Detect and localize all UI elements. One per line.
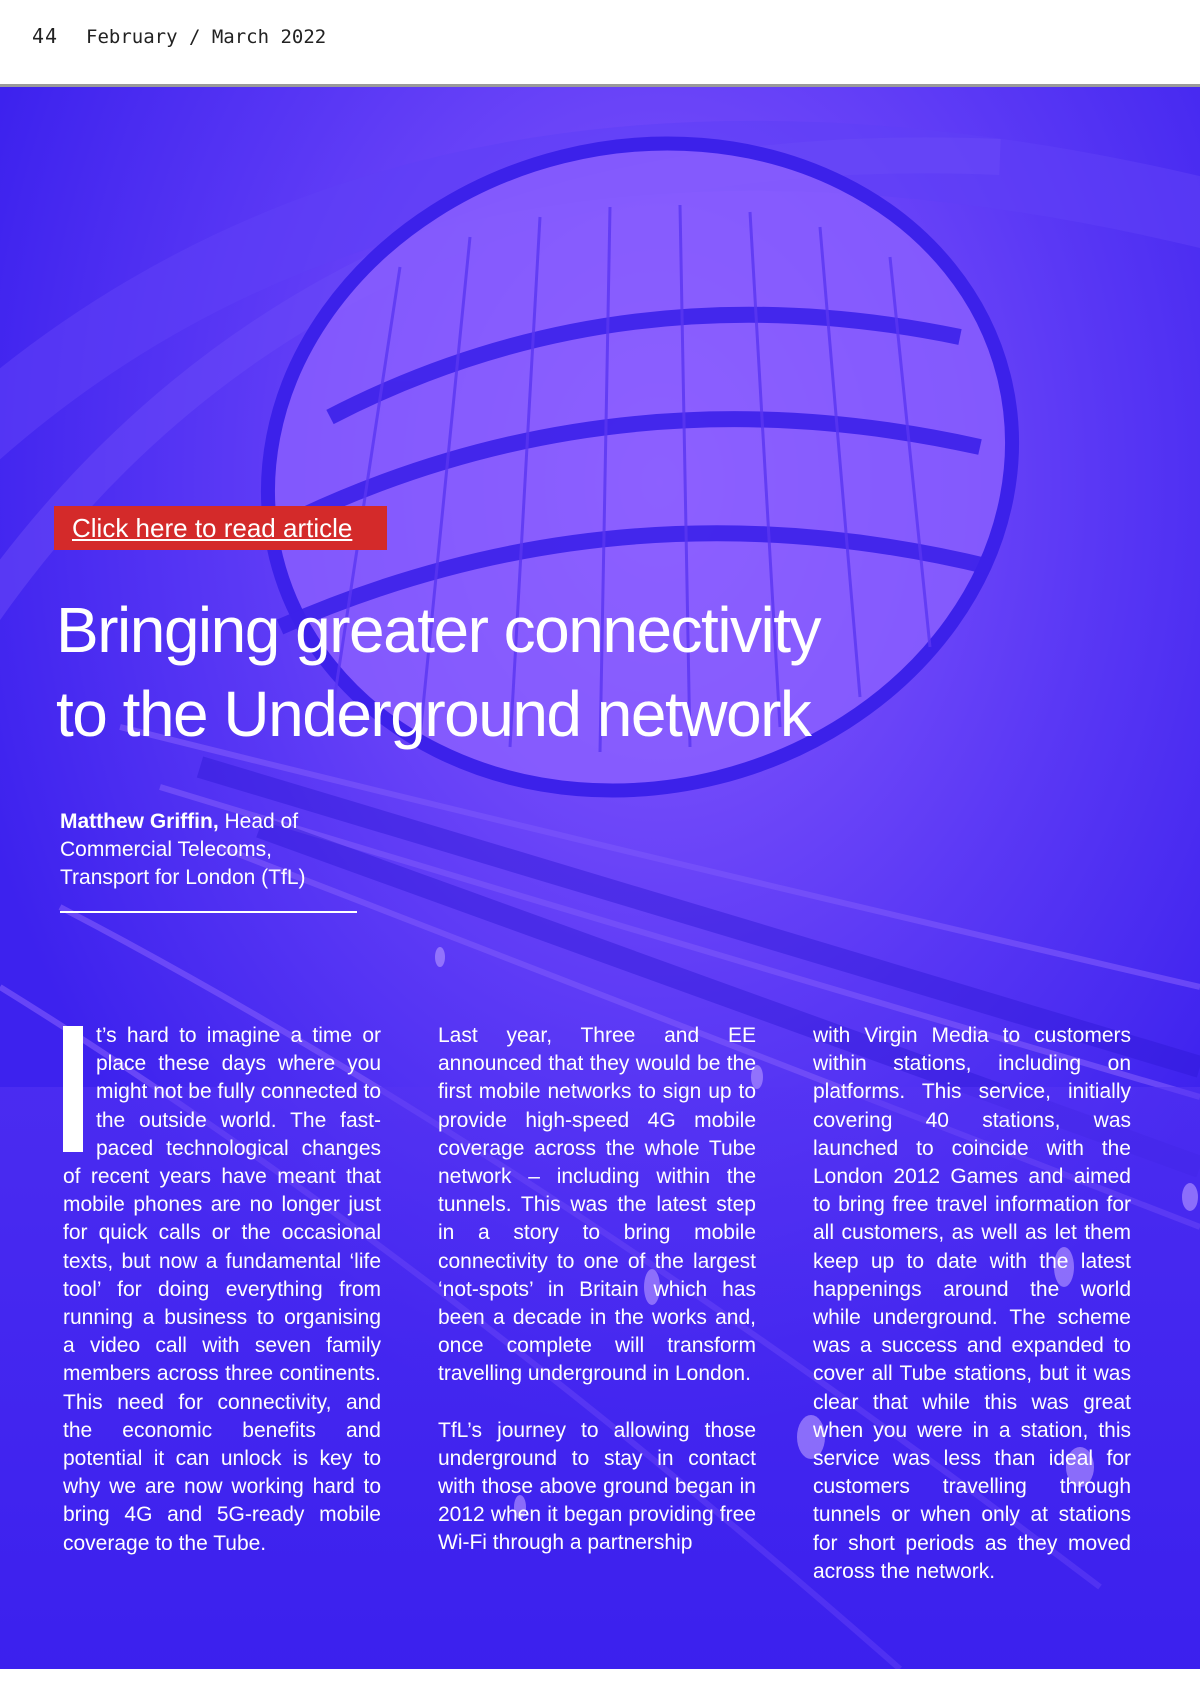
article-paragraph: t’s hard to imagine a time or place these days where you might not be fully connected to the outside world. The fast-paced technological changes of recent years have meant that mobile phones are no longer just for quick calls or the occasional texts, but now a fundamental ‘life tool’ for doing everything from running a business to organising a video call with seven family members across three continents. This need for connectivity, and the economic benefits and potential it can unlock is key to why we are now working hard to bring 4G and 5G-ready mobile coverage to the Tube. — [63, 1024, 381, 1555]
page-number: 44 — [32, 24, 59, 48]
article-column-1 — [63, 1022, 381, 1558]
article-title-line1: Bringing greater connectivity — [56, 594, 821, 666]
byline — [60, 808, 360, 892]
article-title — [56, 588, 956, 756]
article-column-3 — [813, 1022, 1131, 1586]
article-paragraph: TfL’s journey to allowing those underground to stay in contact with those above ground began in 2012 when it began providing free Wi-Fi through a partnership — [438, 1418, 756, 1555]
byline-divider — [60, 911, 357, 913]
article-paragraph: Last year, Three and EE announced that they would be the first mobile networks to sign up to provide high-speed 4G mobile coverage across the whole Tube network – including within the tunnels. This was the latest step in a story to bring mobile connectivity to one of the largest ‘not-spots’ in Britain which has been a decade in the works and, once complete will transform travelling underground in London. — [438, 1024, 756, 1386]
footer-strip — [0, 1669, 1200, 1696]
read-article-button[interactable]: Click here to read article — [54, 506, 387, 550]
article-title-line2: to the Underground network — [56, 678, 811, 750]
author-role-line1: Head of — [218, 810, 299, 833]
drop-cap-i — [63, 1026, 83, 1152]
article-column-2 — [438, 1022, 756, 1558]
issue-date: February / March 2022 — [86, 26, 327, 48]
author-role-line2: Commercial Telecoms, — [60, 838, 272, 861]
article-paragraph: with Virgin Media to customers within stations, including on platforms. This service, initially covering 40 stations, was launched to coincide with the London 2012 Games and aimed to bring free travel information for all customers, as well as let them keep up to date with the latest happenings around the world while underground. The scheme was a success and expanded to cover all Tube stations, but it was clear that while this was great when you were in a station, this service was less than ideal for customers travelling through tunnels or when only at stations for short periods as they moved across the network. — [813, 1024, 1131, 1583]
author-name: Matthew Griffin, — [60, 810, 219, 833]
author-role-line3: Transport for London (TfL) — [60, 866, 306, 889]
page-header — [0, 0, 1200, 84]
